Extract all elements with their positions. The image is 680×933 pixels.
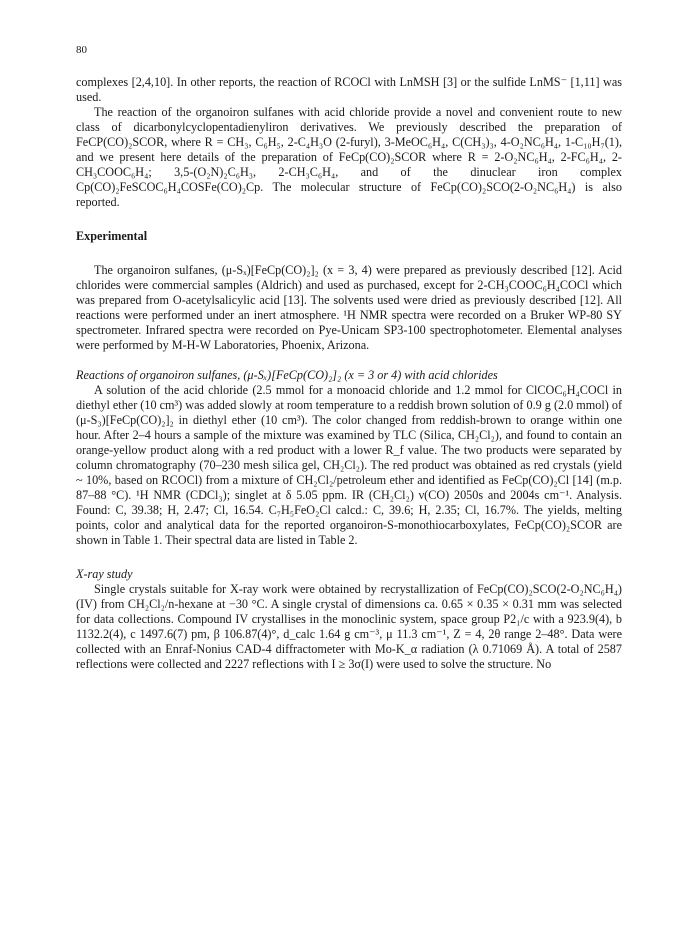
paragraph-intro-end: complexes [2,4,10]. In other reports, the reaction of RCOCl with LnMSH [3] or the sulfide LnMS⁻ [1,11] was used.	[76, 75, 622, 104]
page-number: 80	[76, 44, 87, 56]
body-text	[76, 75, 622, 672]
heading-reactions: Reactions of organoiron sulfanes, (μ-Sₓ)[FeCp(CO)₂]₂ (x = 3 or 4) with acid chlorides	[76, 368, 498, 382]
paragraph-experimental: The organoiron sulfanes, (μ-Sₓ)[FeCp(CO)₂]₂ (x = 3, 4) were prepared as previously described [12]. Acid chlorides were commercial samples (Aldrich) and used as purchased, except for 2-CH₃COOC₆H₄COCl which was prepared from O-acetylsalicylic acid [13]. The solvents used were dried as previously described [12]. All reactions were performed under an inert atmosphere. ¹H NMR spectra were recorded on a Bruker WP-80 SY spectrometer. Infrared spectra were recorded on Pye-Unicam SP3-100 spectrophotometer. Elemental analyses were performed by M-H-W Laboratories, Phoenix, Arizona.	[76, 263, 622, 352]
paragraph-reaction: The reaction of the organoiron sulfanes with acid chloride provide a novel and convenient route to new class of dicarbonylcyclopentadienyliron derivatives. We previously described the preparation of FeCP(CO)₂SCOR, where R = CH₃, C₆H₅, 2-C₄H₃O (2-furyl), 3-MeOC₆H₄, C(CH₃)₃, 4-O₂NC₆H₄, 1-C₁₀H₇(1), and we present here details of the preparation of FeCp(CO)₂SCOR where R = 2-O₂NC₆H₄, 2-FC₆H₄, 2-CH₃COOC₆H₄; 3,5-(O₂N)₂C₆H₃, 2-CH₃C₆H₄, and of the dinuclear iron complex Cp(CO)₂FeSCOC₆H₄COSFe(CO)₂Cp. The molecular structure of FeCp(CO)₂SCO(2-O₂NC₆H₄) is also reported.	[76, 105, 622, 209]
paragraph-xray: Single crystals suitable for X-ray work were obtained by recrystallization of FeCp(CO)₂SCO(2-O₂NC₆H₄) (IV) from CH₂Cl₂/n-hexane at −30 °C. A single crystal of dimensions ca. 0.65 × 0.35 × 0.31 mm was selected for data collections. Compound IV crystallises in the monoclinic system, space group P2₁/c with a 923.9(4), b 1132.2(4), c 1497.6(7) pm, β 106.87(4)°, d_calc 1.64 g cm⁻³, μ 11.3 cm⁻¹, Z = 4, 2θ range 2–48°. Data were collected with an Enraf-Nonius CAD-4 diffractometer with Mo-K_α radiation (λ 0.71069 Å). A total of 2587 reflections were collected and 2227 reflections with I ≥ 3σ(I) were used to solve the structure. No	[76, 582, 622, 671]
heading-experimental: Experimental	[76, 229, 148, 243]
paragraph-reactions: A solution of the acid chloride (2.5 mmol for a monoacid chloride and 1.2 mmol for ClCOC₆H₄COCl in diethyl ether (10 cm³) was added slowly at room temperature to a reddish brown solution of 0.9 g (2.0 mmol) of (μ-S₃)[FeCp(CO)₂]₂ in diethyl ether (10 cm³). The color changed from reddish-brown to orange within one hour. After 2–4 hours a sample of the mixture was examined by TLC (Silica, CH₂Cl₂), and found to contain an orange-yellow product along with a red product with a lower R_f value. The two products were separated by column chromatography (70–230 mesh silica gel, CH₂Cl₂). The red product was obtained as red crystals (yield ~ 10%, based on RCOCl) from a mixture of CH₂Cl₂/petroleum ether and identified as FeCp(CO)₂Cl [14] (m.p. 87–88 °C). ¹H NMR (CDCl₃); singlet at δ 5.05 ppm. IR (CH₂Cl₂) ν(CO) 2050s and 2004s cm⁻¹. Analysis. Found: C, 39.38; H, 2.47; Cl, 16.54. C₇H₅FeO₂Cl calcd.: C, 39.6; H, 2.35; Cl, 16.7%. The yields, melting points, color and analytical data for the reported organoiron-S-monothiocarboxylates, FeCp(CO)₂SCOR are shown in Table 1. Their spectral data are listed in Table 2.	[76, 383, 622, 547]
heading-xray: X-ray study	[76, 567, 133, 581]
